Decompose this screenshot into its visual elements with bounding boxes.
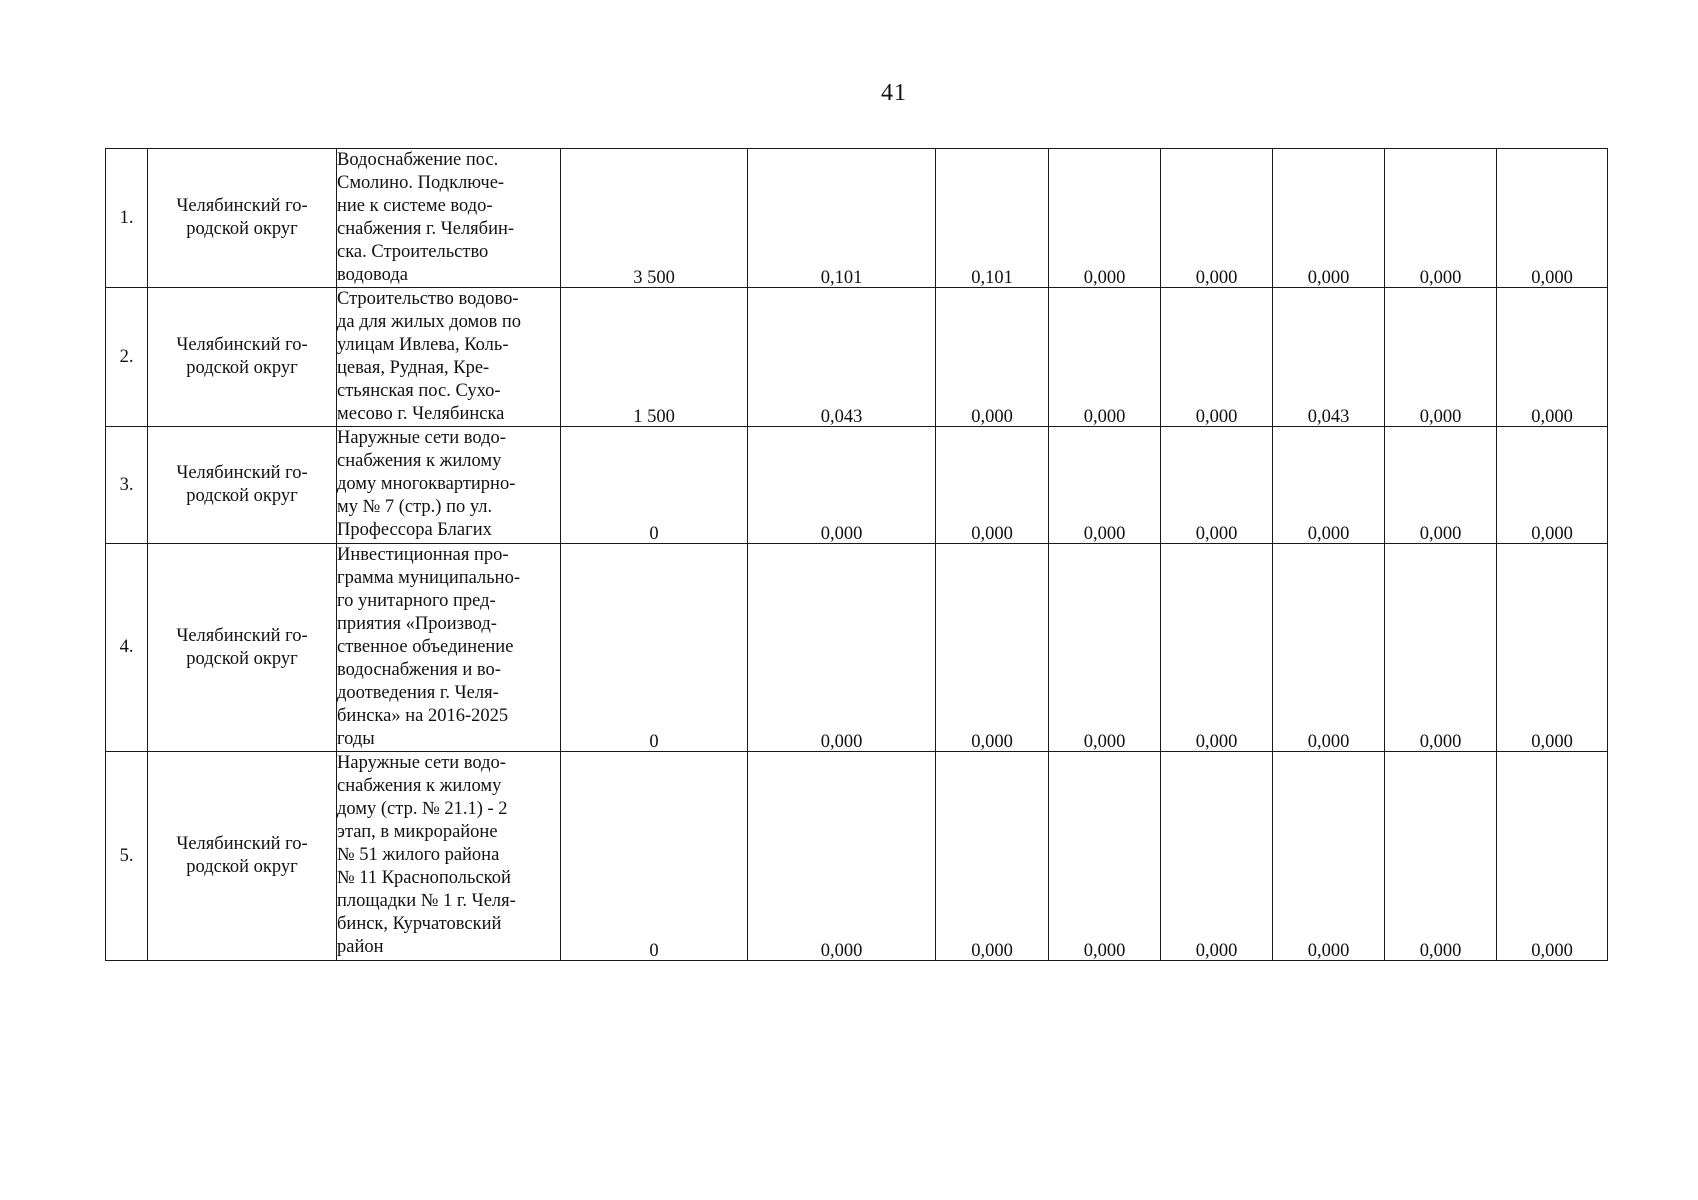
value-text: 0,000 (1419, 268, 1462, 288)
value-cell (748, 149, 936, 288)
value-cell (561, 752, 748, 961)
value-cell (561, 427, 748, 544)
value-cell (748, 544, 936, 752)
value-text: 0,000 (1195, 407, 1238, 427)
value-cell (1385, 288, 1497, 427)
value-cell (561, 544, 748, 752)
description-cell: Наружные сети водо- снабжения к жилому дому многоквартирно- му № 7 (стр.) по ул. Профессора Благих (337, 427, 561, 544)
value-text: 0,000 (1083, 524, 1126, 544)
district-cell: Челябинский го- родской округ (148, 149, 337, 288)
description-cell: Инвестиционная про- грамма муниципально- го унитарного пред- приятия «Производ- ственное объединение водоснабжения и во- доотведения г. Челя- бинска» на 2016-2025 годы (337, 544, 561, 752)
value-text: 0,000 (1531, 732, 1573, 752)
value-text: 0,000 (1531, 268, 1573, 288)
value-cell (1049, 149, 1161, 288)
table-body (106, 149, 1608, 961)
value-cell (1273, 544, 1385, 752)
value-cell (748, 288, 936, 427)
value-cell (748, 427, 936, 544)
table-row (106, 427, 1608, 544)
value-cell (1161, 544, 1273, 752)
value-text: 0,000 (1531, 941, 1573, 961)
value-cell (1161, 149, 1273, 288)
value-cell (1161, 752, 1273, 961)
value-text: 0,000 (820, 524, 863, 544)
investment-table (105, 148, 1608, 961)
value-cell (1385, 752, 1497, 961)
value-text: 0,000 (971, 941, 1013, 961)
value-text: 0,000 (1195, 524, 1238, 544)
table-row (106, 149, 1608, 288)
value-cell (561, 149, 748, 288)
value-cell (1497, 288, 1608, 427)
row-number: 4. (106, 544, 148, 752)
value-text: 0,000 (1307, 941, 1350, 961)
value-text: 0 (649, 732, 659, 752)
district-cell: Челябинский го- родской округ (148, 288, 337, 427)
value-text: 0,000 (1419, 941, 1462, 961)
value-text: 0,000 (1083, 941, 1126, 961)
page-number: 41 (881, 80, 907, 106)
value-cell (1497, 427, 1608, 544)
table-row (106, 288, 1608, 427)
value-cell (1385, 544, 1497, 752)
value-text: 0,000 (820, 732, 863, 752)
value-text: 0,000 (971, 407, 1013, 427)
value-cell (561, 288, 748, 427)
value-text: 0,000 (1083, 732, 1126, 752)
value-cell (1049, 288, 1161, 427)
district-cell: Челябинский го- родской округ (148, 427, 337, 544)
value-cell (1273, 427, 1385, 544)
value-cell (936, 427, 1049, 544)
description-cell: Строительство водово- да для жилых домов по улицам Ивлева, Коль- цевая, Рудная, Кре- стьянская пос. Сухо- месово г. Челябинска (337, 288, 561, 427)
value-cell (1497, 752, 1608, 961)
value-cell (1273, 288, 1385, 427)
value-text: 0,000 (1419, 732, 1462, 752)
value-text: 0,000 (1195, 732, 1238, 752)
value-text: 0 (649, 941, 659, 961)
row-number: 2. (106, 288, 148, 427)
value-text: 0,101 (971, 268, 1013, 288)
table-row (106, 752, 1608, 961)
value-text: 0,000 (1083, 407, 1126, 427)
row-number: 3. (106, 427, 148, 544)
district-cell: Челябинский го- родской округ (148, 752, 337, 961)
row-number: 1. (106, 149, 148, 288)
value-text: 1 500 (633, 407, 675, 427)
value-text: 0,000 (971, 524, 1013, 544)
value-cell (1385, 427, 1497, 544)
value-text: 0,000 (1195, 268, 1238, 288)
value-text: 0,000 (820, 941, 863, 961)
value-cell (936, 752, 1049, 961)
value-text: 0,000 (1307, 732, 1350, 752)
value-cell (1049, 427, 1161, 544)
value-text: 0,000 (1531, 407, 1573, 427)
value-text: 0,000 (1531, 524, 1573, 544)
value-cell (748, 752, 936, 961)
value-cell (936, 544, 1049, 752)
value-cell (1049, 752, 1161, 961)
value-text: 0,043 (820, 407, 863, 427)
value-cell (1497, 544, 1608, 752)
value-text: 0,000 (971, 732, 1013, 752)
table-row (106, 544, 1608, 752)
description-cell: Наружные сети водо- снабжения к жилому дому (стр. № 21.1) - 2 этап, в микрорайоне № 51 жилого района № 11 Краснопольской площадки № 1 г. Челя- бинск, Курчатовский район (337, 752, 561, 961)
value-text: 0,000 (1083, 268, 1126, 288)
value-cell (1161, 427, 1273, 544)
value-text: 0,000 (1419, 407, 1462, 427)
value-text: 0,043 (1307, 407, 1350, 427)
value-cell (1273, 149, 1385, 288)
row-number: 5. (106, 752, 148, 961)
value-text: 0 (649, 524, 659, 544)
value-text: 0,000 (1419, 524, 1462, 544)
value-cell (936, 149, 1049, 288)
value-text: 3 500 (633, 268, 675, 288)
value-text: 0,000 (1307, 524, 1350, 544)
value-text: 0,000 (1195, 941, 1238, 961)
value-text: 0,101 (820, 268, 863, 288)
district-cell: Челябинский го- родской округ (148, 544, 337, 752)
value-text: 0,000 (1307, 268, 1350, 288)
value-cell (936, 288, 1049, 427)
value-cell (1049, 544, 1161, 752)
value-cell (1497, 149, 1608, 288)
value-cell (1385, 149, 1497, 288)
value-cell (1161, 288, 1273, 427)
value-cell (1273, 752, 1385, 961)
description-cell: Водоснабжение пос. Смолино. Подключе- ние к системе водо- снабжения г. Челябин- ска. Строительство водовода (337, 149, 561, 288)
